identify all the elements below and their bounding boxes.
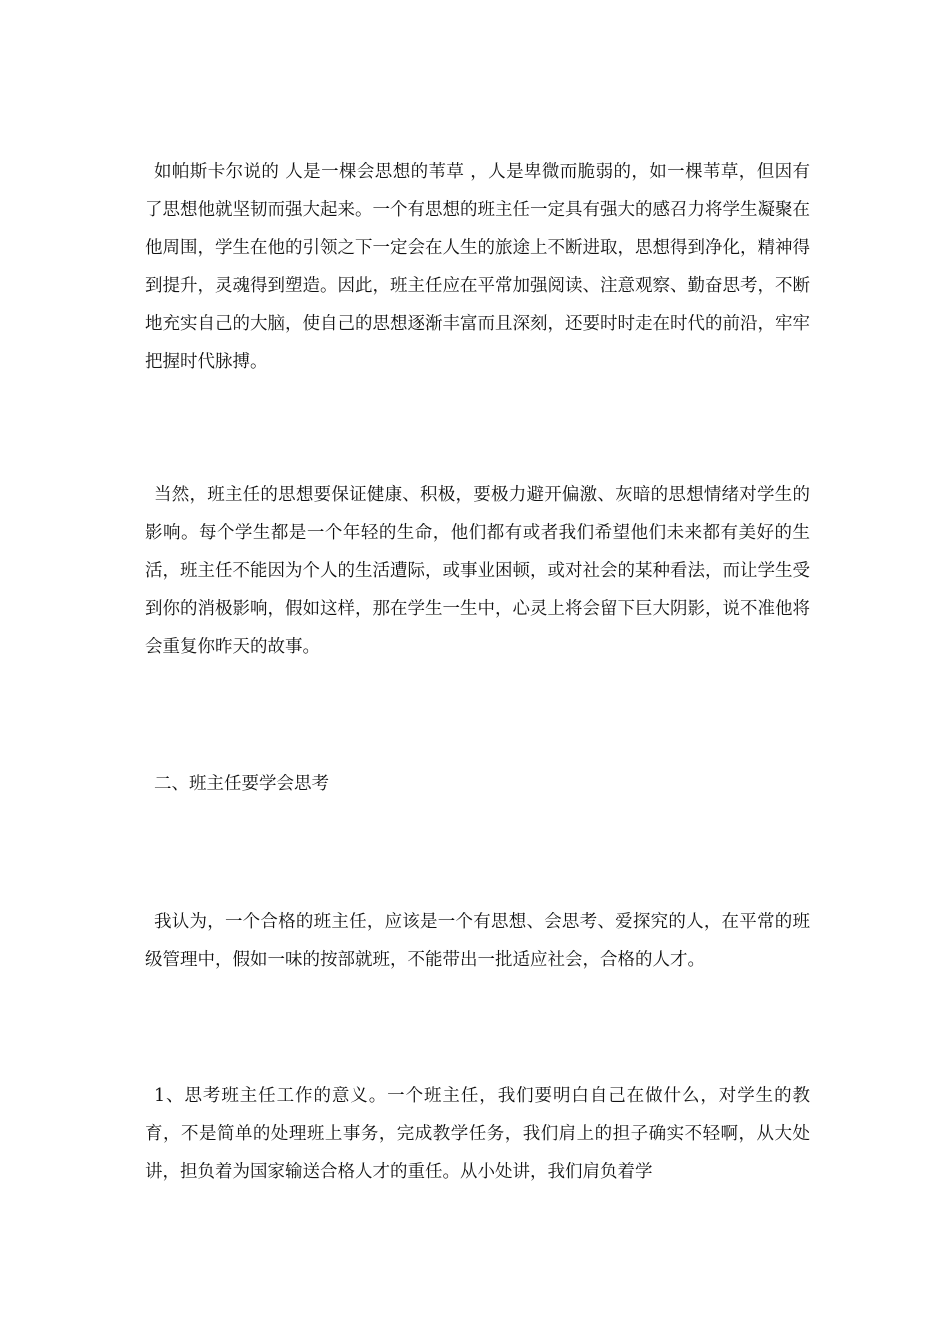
paragraph-healthy-thinking: 当然，班主任的思想要保证健康、积极，要极力避开偏激、灰暗的思想情绪对学生的影响。每个学生都是一个年轻的生命，他们都有或者我们希望他们未来都有美好的生活，班主任不能因为个人的生活遭际，或事业困顿，或对社会的某种看法，而让学生受到你的消极影响，假如这样，那在学生一生中，心灵上将会留下巨大阴影，说不准他将会重复你昨天的故事。 (145, 485, 810, 657)
section-heading: 二、班主任要学会思考 (154, 774, 329, 794)
paragraph-pascal-quote: 如帕斯卡尔说的 人是一棵会思想的苇草 ，人是卑微而脆弱的，如一棵苇草，但因有了思想他就坚韧而强大起来。一个有思想的班主任一定具有强大的感召力将学生凝聚在他周围，学生在他的引领之下一定会在人生的旅途上不断进取，思想得到净化，精神得到提升，灵魂得到塑造。因此，班主任应在平常加强阅读、注意观察、勤奋思考，不断地充实自己的大脑，使自己的思想逐渐丰富而且深刻，还要时时走在时代的前沿，牢牢把握时代脉搏。 (145, 162, 810, 372)
paragraph-qualified-teacher: 我认为，一个合格的班主任，应该是一个有思想、会思考、爱探究的人，在平常的班级管理中，假如一味的按部就班，不能带出一批适应社会，合格的人才。 (145, 912, 810, 970)
paragraph-meaning-of-work: 1、思考班主任工作的意义。一个班主任，我们要明白自己在做什么，对学生的教育，不是简单的处理班上事务，完成教学任务，我们肩上的担子确实不轻啊，从大处讲，担负着为国家输送合格人才的重任。从小处讲，我们肩负着学 (145, 1086, 810, 1182)
